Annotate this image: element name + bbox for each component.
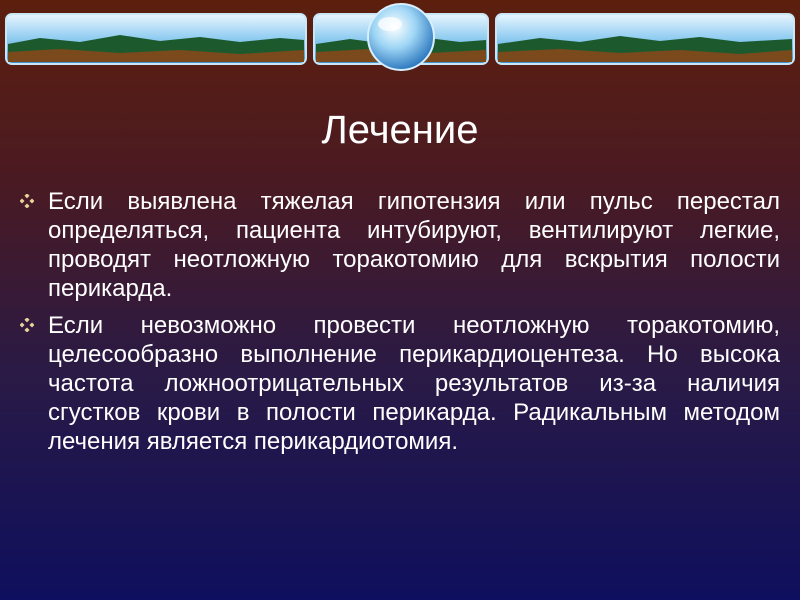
slide-title: Лечение [321,108,479,152]
bullet-text: Если выявлена тяжелая гипотензия или пульс перестал определяться, пациента интубируют, вентилируют легкие, проводят неотложную торакотомию для вскрытия полости перикарда. [48,188,780,302]
decorative-banner [0,0,800,80]
bullet-text: Если невозможно провести неотложную торакотомию, целесообразно выполнение перикардиоцентеза. Но высока частота ложноотрицательных результатов из-за наличия сгустков крови в полости перикарда. Радикальным методом лечения является перикардиотомия. [48,312,780,455]
bullet-item [20,311,780,456]
bullet-item [20,187,780,303]
globe-icon [368,4,434,70]
banner-right-panel [496,14,794,64]
bullet-list [20,187,780,464]
banner-left-panel [6,14,306,64]
diamond-bullet-icon [20,194,34,208]
diamond-bullet-icon [20,318,34,332]
